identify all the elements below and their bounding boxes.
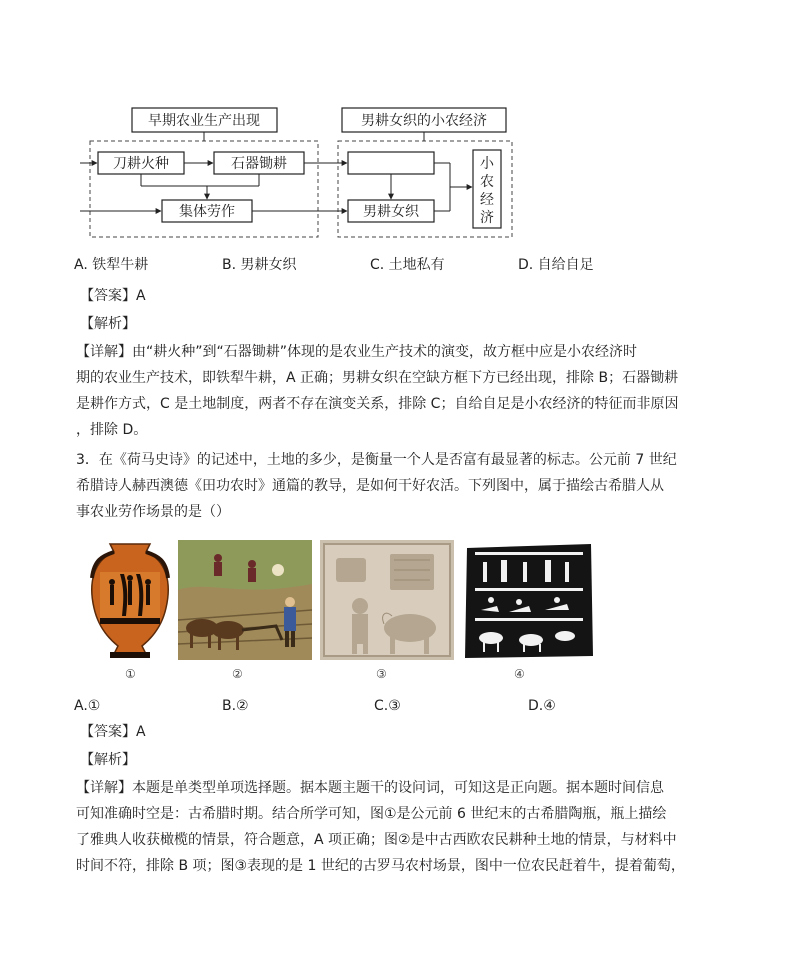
q2-analysis-label: 【解析】 xyxy=(80,316,136,332)
q2-option-a: A. 铁犁牛耕 xyxy=(74,257,149,273)
image-caption-4: ④ xyxy=(514,667,525,681)
q2-answer: 【答案】A xyxy=(80,288,146,304)
q3-answer: 【答案】A xyxy=(80,724,146,740)
q3-option-b: B.② xyxy=(222,698,249,714)
box-slash-and-burn: 刀耕火种 xyxy=(113,156,169,172)
q2-detail-line-1: 【详解】由“耕火种”到“石器锄耕”体现的是农业生产技术的演变，故方框中应是小农经济时 xyxy=(76,344,638,360)
q3-detail-line-4: 时间不符，排除 B 项；图③表现的是 1 世纪的古罗马农村场景，图中一位农民赶着牛，提着葡萄， xyxy=(76,858,685,874)
q3-stem-line-1: 3．在《荷马史诗》的记述中，土地的多少，是衡量一个人是否富有最显著的标志。公元前 7 世纪 xyxy=(76,452,677,468)
q3-stem-line-3: 事农业劳作场景的是（） xyxy=(76,504,230,520)
q2-detail-line-4: ，排除 D。 xyxy=(76,422,148,438)
image-caption-3: ③ xyxy=(376,667,387,681)
q3-detail-line-2: 可知准确时空是：古希腊时期。结合所学可知，图①是公元前 6 世纪末的古希腊陶瓶，瓶上描绘 xyxy=(76,806,667,822)
diagram-right-title: 男耕女织的小农经济 xyxy=(361,113,487,129)
box-small-economy-3: 经 xyxy=(480,192,494,208)
image-caption-2: ② xyxy=(232,667,243,681)
q2-option-d: D. 自给自足 xyxy=(518,257,594,273)
q2-option-b: B. 男耕女织 xyxy=(222,257,297,273)
box-stone-hoe: 石器锄耕 xyxy=(231,156,287,172)
box-collective-labor: 集体劳作 xyxy=(179,204,235,220)
box-small-economy-1: 小 xyxy=(480,156,494,172)
q2-option-c: C. 土地私有 xyxy=(370,257,445,273)
box-blank xyxy=(348,152,434,174)
box-small-economy-4: 济 xyxy=(480,210,494,226)
q3-option-c: C.③ xyxy=(374,698,401,714)
q3-analysis-label: 【解析】 xyxy=(80,752,136,768)
flow-diagram xyxy=(80,100,520,242)
box-men-farm-women-weave: 男耕女织 xyxy=(363,204,419,220)
q3-option-d: D.④ xyxy=(528,698,556,714)
image-greek-amphora xyxy=(80,538,180,663)
image-stone-rubbing xyxy=(461,540,597,660)
q3-detail-line-1: 【详解】本题是单类型单项选择题。据本题主题干的设问词，可知这是正向题。据本题时间信息 xyxy=(76,780,664,796)
q2-detail-line-3: 是耕作方式，C 是土地制度，两者不存在演变关系，排除 C；自给自足是小农经济的特征而非原因 xyxy=(76,396,679,412)
q3-option-a: A.① xyxy=(74,698,101,714)
diagram-left-title: 早期农业生产出现 xyxy=(148,113,260,129)
q3-stem-line-2: 希腊诗人赫西澳德《田功农时》通篇的教导，是如何干好农活。下列图中，属于描绘古希腊人从 xyxy=(76,478,664,494)
image-medieval-ploughing xyxy=(178,540,312,660)
image-caption-1: ① xyxy=(125,667,136,681)
image-roman-relief xyxy=(320,540,454,660)
q3-detail-line-3: 了雅典人收获橄榄的情景，符合题意，A 项正确；图②是中古西欧农民耕种土地的情景，与材料中 xyxy=(76,832,677,848)
box-small-economy-2: 农 xyxy=(480,174,494,190)
q2-detail-line-2: 期的农业生产技术，即铁犁牛耕，A 正确；男耕女织在空缺方框下方已经出现，排除 B；石器锄耕 xyxy=(76,370,679,386)
